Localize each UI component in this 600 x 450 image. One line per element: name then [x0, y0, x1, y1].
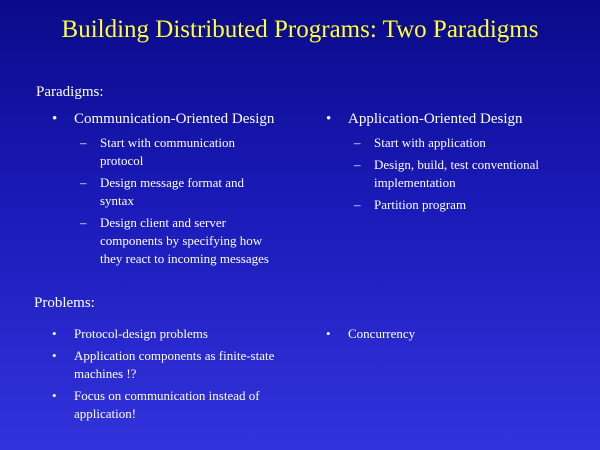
application-oriented-steps [326, 134, 576, 214]
problems-label: Problems: [34, 295, 95, 311]
bullet-icon: • [52, 111, 58, 127]
application-oriented-heading: Application-Oriented Design [348, 111, 523, 127]
dash-icon: – [354, 197, 361, 212]
list-item: – Start with communication protocol [80, 135, 236, 168]
bullet-icon: • [52, 326, 57, 341]
communication-oriented-steps [52, 134, 302, 268]
bullet-icon: • [52, 388, 57, 403]
bullet-icon: • [326, 326, 331, 341]
list-item: – Design client and server components by specifying how they react to incoming messages [80, 215, 269, 266]
slide-title: Building Distributed Programs: Two Paradigms [61, 16, 539, 43]
application-oriented-heading-row [326, 110, 576, 128]
communication-oriented-heading-row [52, 110, 302, 128]
dash-icon: – [80, 215, 87, 230]
list-item: – Design, build, test conventional implementation [354, 157, 540, 190]
list-item: • Protocol-design problems [52, 326, 208, 341]
problems-right-list [326, 325, 576, 343]
list-item: – Partition program [354, 197, 467, 212]
dash-icon: – [80, 135, 87, 150]
communication-oriented-column [52, 110, 302, 268]
list-item: • Concurrency [326, 326, 416, 341]
dash-icon: – [80, 175, 87, 190]
problems-left-list [52, 325, 302, 423]
list-item: – Design message format and syntax [80, 175, 245, 208]
application-oriented-column [326, 110, 576, 214]
list-item: • Focus on communication instead of application! [52, 388, 260, 421]
dash-icon: – [354, 157, 361, 172]
list-item: – Start with application [354, 135, 486, 150]
bullet-icon: • [52, 348, 57, 363]
dash-icon: – [354, 135, 361, 150]
list-item: • Application components as finite-state machines !? [52, 348, 275, 381]
communication-oriented-heading: Communication-Oriented Design [74, 111, 275, 127]
paradigms-label: Paradigms: [36, 84, 104, 100]
bullet-icon: • [326, 111, 332, 127]
